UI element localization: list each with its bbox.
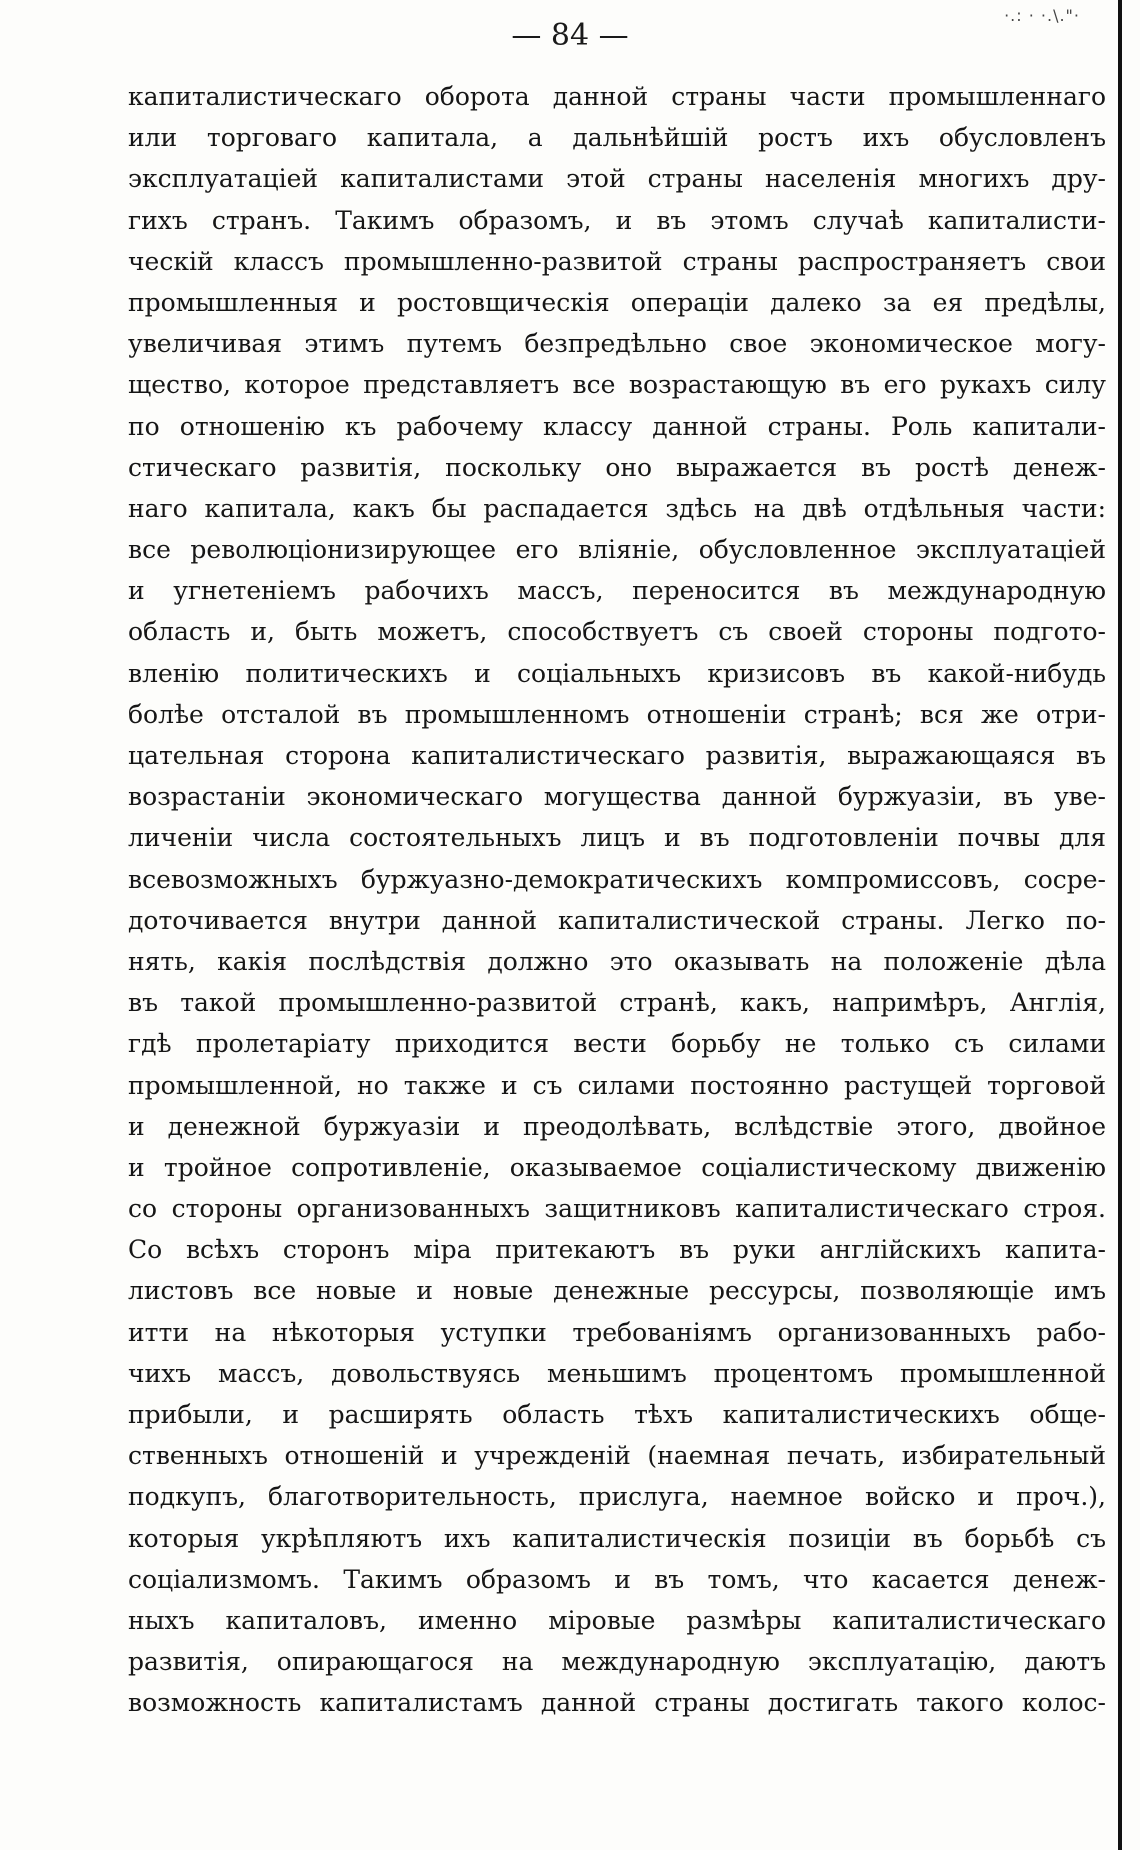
page-number: — 84 — bbox=[511, 18, 629, 53]
binding-edge-rule bbox=[1118, 0, 1122, 1850]
text-line: область и, быть можетъ, способствуетъ съ своей стороны подгото- bbox=[128, 617, 1106, 647]
text-line: или торговаго капитала, а дальнѣйшій ростъ ихъ обусловленъ bbox=[128, 123, 1106, 153]
text-line: ческій классъ промышленно-развитой страны распространяетъ свои bbox=[128, 246, 1106, 276]
text-line: нять, какія послѣдствія должно это оказывать на положеніе дѣла bbox=[128, 946, 1106, 976]
text-line: стическаго развитія, поскольку оно выражается въ ростѣ денеж- bbox=[128, 452, 1106, 482]
text-line: увеличивая этимъ путемъ безпредѣльно свое экономическое могу- bbox=[128, 329, 1106, 359]
text-line: соціализмомъ. Такимъ образомъ и въ томъ, что касается денеж- bbox=[128, 1564, 1106, 1594]
text-line: личеніи числа состоятельныхъ лицъ и въ подготовленіи почвы для bbox=[128, 823, 1106, 853]
text-line: по отношенію къ рабочему классу данной страны. Роль капитали- bbox=[128, 411, 1106, 441]
text-line: вленію политическихъ и соціальныхъ кризисовъ въ какой-нибудь bbox=[128, 658, 1106, 688]
text-line: и угнетеніемъ рабочихъ массъ, переносится въ международную bbox=[128, 576, 1106, 606]
text-line: и денежной буржуазіи и преодолѣвать, вслѣдствіе этого, двойное bbox=[128, 1111, 1106, 1141]
text-line: капиталистическаго оборота данной страны части промышленнаго bbox=[128, 82, 1106, 111]
text-line: всевозможныхъ буржуазно-демократическихъ компромиссовъ, сосре- bbox=[128, 864, 1106, 894]
text-line: Со всѣхъ сторонъ міра притекаютъ въ руки англійскихъ капита- bbox=[128, 1235, 1106, 1265]
text-line: все революціонизирующее его вліяніе, обусловленное эксплуатаціей bbox=[128, 535, 1106, 565]
text-line: промышленныя и ростовщическія операціи далеко за ея предѣлы, bbox=[128, 287, 1106, 317]
text-line: щество, которое представляетъ все возрастающую въ его рукахъ силу bbox=[128, 370, 1106, 400]
text-line: подкупъ, благотворительность, прислуга, наемное войско и проч.), bbox=[128, 1482, 1106, 1512]
text-line: гихъ странъ. Такимъ образомъ, и въ этомъ случаѣ капиталисти- bbox=[128, 205, 1106, 235]
text-line: въ такой промышленно-развитой странѣ, какъ, напримѣръ, Англія, bbox=[128, 988, 1106, 1018]
text-line: которыя укрѣпляютъ ихъ капиталистическія позиціи въ борьбѣ съ bbox=[128, 1523, 1106, 1553]
text-line: ныхъ капиталовъ, именно міровые размѣры капиталистическаго bbox=[128, 1605, 1106, 1635]
text-line: итти на нѣкоторыя уступки требованіямъ организованныхъ рабо- bbox=[128, 1317, 1106, 1347]
text-line: возрастаніи экономическаго могущества данной буржуазіи, въ уве- bbox=[128, 782, 1106, 812]
text-line: наго капитала, какъ бы распадается здѣсь на двѣ отдѣльныя части: bbox=[128, 493, 1106, 523]
text-line: доточивается внутри данной капиталистической страны. Легко по- bbox=[128, 905, 1106, 935]
text-line: болѣе отсталой въ промышленномъ отношеніи странѣ; вся же отри- bbox=[128, 699, 1106, 729]
text-line: гдѣ пролетаріату приходится вести борьбу не только съ силами bbox=[128, 1029, 1106, 1059]
text-line: со стороны организованныхъ защитниковъ капиталистическаго строя. bbox=[128, 1194, 1106, 1224]
text-line: возможность капиталистамъ данной страны достигать такого колос- bbox=[128, 1688, 1106, 1718]
body-text bbox=[128, 76, 1106, 1724]
text-line: листовъ все новые и новые денежные рессурсы, позволяющіе имъ bbox=[128, 1276, 1106, 1306]
text-line: развитія, опирающагося на международную эксплуатацію, даютъ bbox=[128, 1647, 1106, 1677]
text-line: ственныхъ отношеній и учрежденій (наемная печать, избирательный bbox=[128, 1441, 1106, 1471]
corner-ink-mark: ·.: · ·.\."· bbox=[1004, 6, 1080, 25]
text-line: прибыли, и расширять область тѣхъ капиталистическихъ обще- bbox=[128, 1400, 1106, 1429]
text-line: эксплуатаціей капиталистами этой страны населенія многихъ дру- bbox=[128, 164, 1106, 194]
text-line: чихъ массъ, довольствуясь меньшимъ процентомъ промышленной bbox=[128, 1358, 1106, 1388]
text-line: промышленной, но также и съ силами постоянно растущей торговой bbox=[128, 1070, 1106, 1100]
text-line: цательная сторона капиталистическаго развитія, выражающаяся въ bbox=[128, 741, 1106, 770]
text-line: и тройное сопротивленіе, оказываемое соціалистическому движенію bbox=[128, 1152, 1106, 1182]
